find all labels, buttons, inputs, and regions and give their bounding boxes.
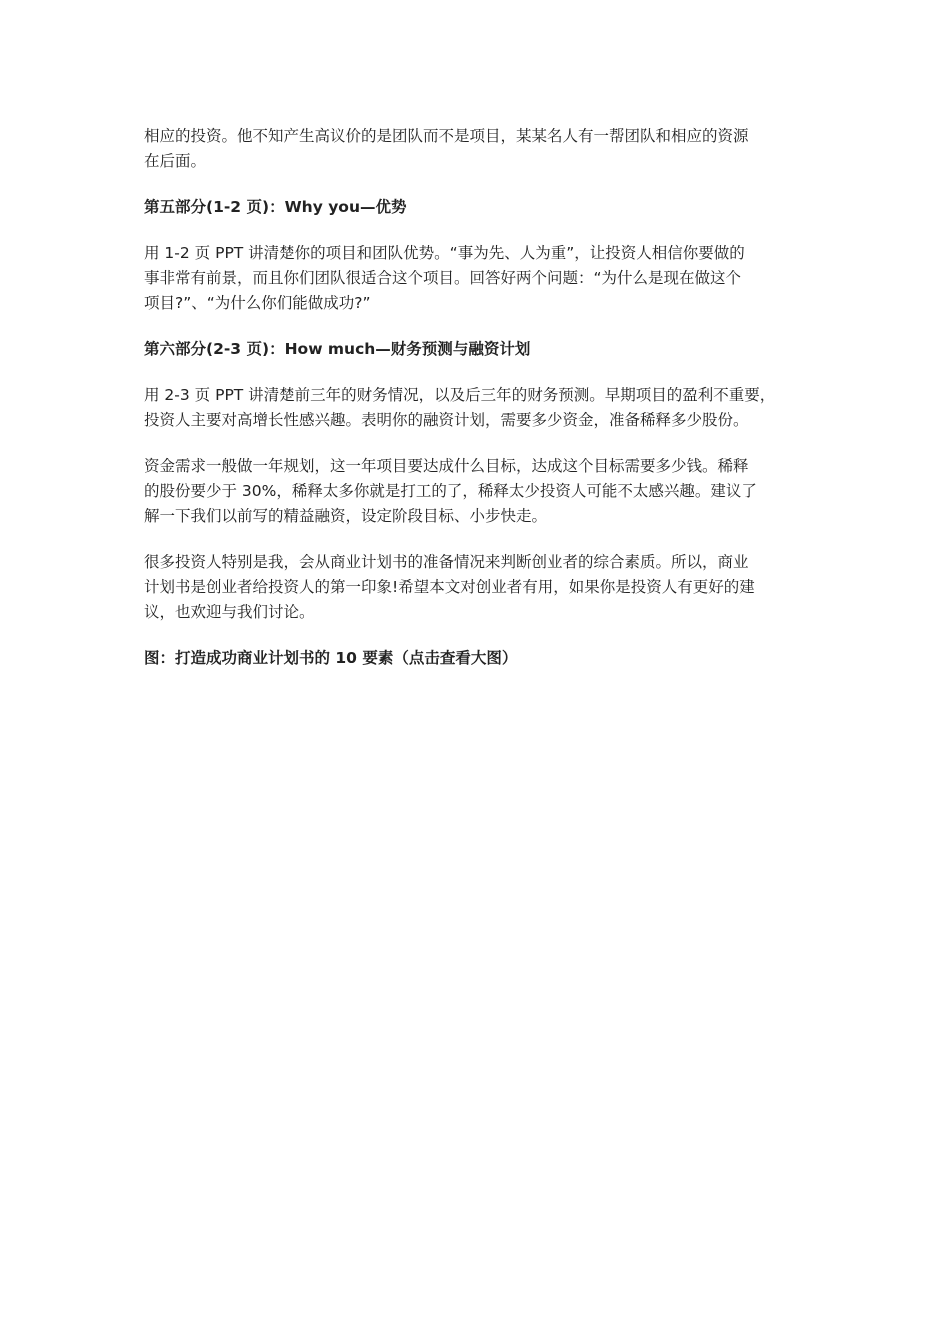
section-heading-why-you [144, 195, 809, 220]
text-line: 计划书是创业者给投资人的第一印象!希望本文对创业者有用，如果你是投资人有更好的建 [144, 578, 755, 596]
text-line: 项目?”、“为什么你们能做成功?” [144, 294, 371, 312]
text-line: 很多投资人特别是我，会从商业计划书的准备情况来判断创业者的综合素质。所以，商业 [144, 553, 749, 571]
text-line: 解一下我们以前写的精益融资，设定阶段目标、小步快走。 [144, 507, 548, 525]
text-line: 用 1-2 页 PPT 讲清楚你的项目和团队优势。“事为先、人为重”，让投资人相信你要做的 [144, 244, 745, 262]
text-line: 的股份要少于 30%，稀释太多你就是打工的了，稀释太少投资人可能不太感兴趣。建议了 [144, 482, 757, 500]
text-line: 在后面。 [144, 152, 207, 170]
paragraph-investment-resources [144, 124, 809, 174]
paragraph-funding-needs [144, 454, 809, 529]
text-line: 议，也欢迎与我们讨论。 [144, 603, 315, 621]
paragraph-financial-forecast [144, 383, 809, 433]
text-line: 投资人主要对高增长性感兴趣。表明你的融资计划，需要多少资金，准备稀释多少股份。 [144, 411, 749, 429]
document-page [144, 124, 809, 692]
caption-text: 图：打造成功商业计划书的 10 要素（点击查看大图） [144, 649, 518, 667]
text-line: 相应的投资。他不知产生高议价的是团队而不是项目，某某名人有一帮团队和相应的资源 [144, 127, 749, 145]
figure-caption [144, 646, 809, 671]
text-line: 事非常有前景，而且你们团队很适合这个项目。回答好两个问题：“为什么是现在做这个 [144, 269, 742, 287]
paragraph-advantages [144, 241, 809, 316]
text-line: 用 2-3 页 PPT 讲清楚前三年的财务情况，以及后三年的财务预测。早期项目的盈利不重要， [144, 386, 776, 404]
heading-text: 第六部分(2-3 页)：How much—财务预测与融资计划 [144, 340, 531, 358]
section-heading-how-much [144, 337, 809, 362]
heading-text: 第五部分(1-2 页)：Why you—优势 [144, 198, 407, 216]
text-line: 资金需求一般做一年规划，这一年项目要达成什么目标，达成这个目标需要多少钱。稀释 [144, 457, 749, 475]
paragraph-first-impression [144, 550, 809, 625]
